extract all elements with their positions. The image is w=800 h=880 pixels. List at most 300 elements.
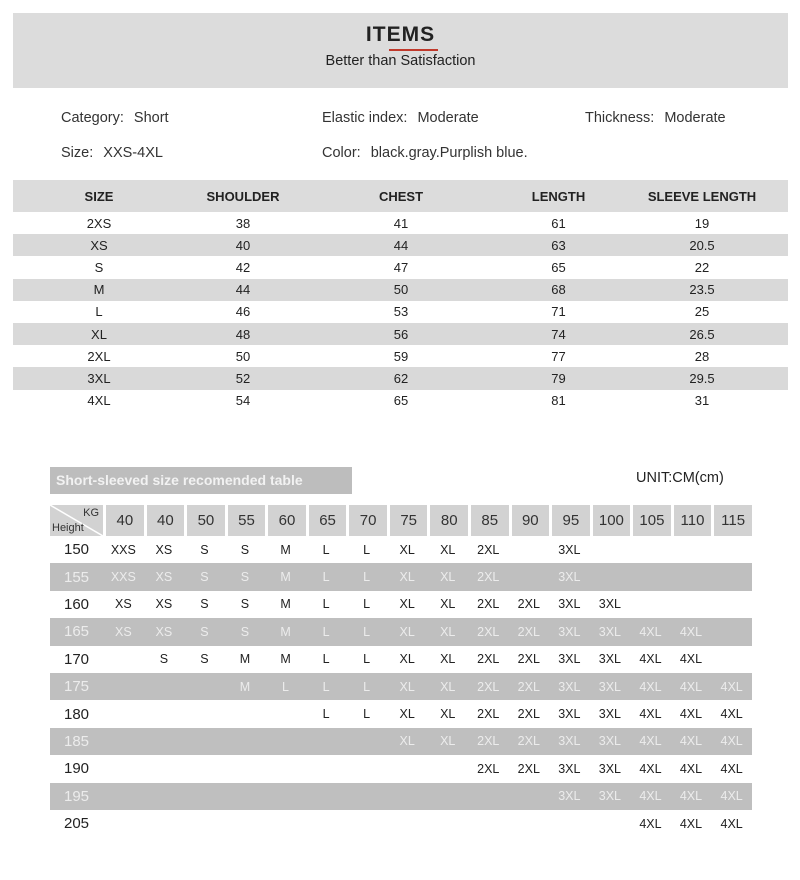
size-cell: L (306, 673, 347, 700)
size-cell: 4XL (630, 783, 671, 810)
size-cell: 3XL (549, 563, 590, 590)
table-cell: 59 (393, 348, 409, 364)
info-color-label: Color: (322, 145, 361, 161)
size-cell: 4XL (720, 707, 743, 722)
size-cell: 3XL (558, 597, 581, 612)
size-cell (509, 783, 550, 810)
size-cell: L (363, 542, 371, 557)
size-cell: XL (387, 673, 428, 700)
height-cell: 205 (64, 815, 90, 833)
size-cell (590, 536, 631, 563)
table-cell: 52 (185, 367, 301, 389)
size-cell: S (184, 618, 225, 645)
height-cell: 175 (50, 673, 103, 700)
table-cell: 63 (501, 234, 616, 256)
size-cell (225, 755, 266, 782)
size-cell: XL (440, 652, 456, 667)
size-cell: XL (387, 728, 428, 755)
size-cell (103, 755, 144, 782)
size-cell: L (363, 707, 371, 722)
size-cell: M (239, 652, 251, 667)
table-cell: 62 (301, 367, 501, 389)
size-cell: XS (144, 563, 185, 590)
kg-col-header: 105 (630, 505, 671, 536)
table-cell: 40 (185, 234, 301, 256)
table-cell: 53 (393, 304, 409, 320)
size-cell: 2XL (509, 728, 550, 755)
height-cell: 165 (50, 618, 103, 645)
info-color-value: black.gray.Purplish blue. (370, 145, 528, 161)
size-cell: XS (155, 542, 173, 557)
corner-kg-label: KG (83, 507, 100, 519)
size-cell: L (306, 618, 347, 645)
size-cell: 4XL (639, 707, 662, 722)
table-cell: 74 (501, 323, 616, 345)
table-cell: S (94, 259, 104, 275)
size-cell: L (363, 652, 371, 667)
size-cell: M (265, 618, 306, 645)
size-cell: 2XL (517, 597, 540, 612)
size-cell (225, 810, 266, 837)
recommendation-table (50, 505, 752, 837)
size-cell: 3XL (558, 542, 581, 557)
kg-col-header: 50 (184, 505, 225, 536)
size-cell: 3XL (598, 652, 622, 667)
size-cell (427, 755, 468, 782)
info-elastic-label: Elastic index: (322, 110, 408, 126)
size-cell (225, 700, 266, 727)
table-cell: 26.5 (616, 323, 788, 345)
size-cell: M (280, 652, 291, 667)
size-cell: 3XL (558, 707, 581, 722)
size-table (13, 180, 788, 412)
size-cell: 3XL (549, 783, 590, 810)
height-cell: 195 (50, 783, 103, 810)
table-cell: 2XS (86, 215, 112, 231)
size-cell (103, 728, 144, 755)
size-cell (346, 728, 387, 755)
table-cell: L (95, 304, 103, 320)
corner-height-label: Height (52, 522, 84, 534)
table-cell: XL (13, 323, 185, 345)
info-category-value: Short (133, 110, 169, 126)
table-row (13, 234, 788, 256)
rec-corner-cell (50, 505, 103, 536)
size-cell: 3XL (558, 652, 581, 667)
size-table-body (13, 212, 788, 412)
size-cell: 4XL (720, 761, 743, 776)
size-cell: 2XL (477, 707, 500, 722)
size-cell (387, 810, 428, 837)
size-cell (468, 810, 509, 837)
size-cell (630, 536, 671, 563)
height-cell: 170 (64, 650, 90, 668)
size-col-header: SIZE (13, 180, 185, 212)
size-cell (549, 810, 590, 837)
height-cell: 160 (64, 595, 90, 613)
size-cell: 3XL (549, 673, 590, 700)
size-cell (265, 700, 306, 727)
table-cell: 71 (551, 304, 566, 320)
size-cell (427, 810, 468, 837)
table-cell: 44 (185, 279, 301, 301)
size-cell: 3XL (590, 618, 631, 645)
size-cell: L (265, 673, 306, 700)
size-cell (306, 783, 347, 810)
table-cell: 79 (501, 367, 616, 389)
size-cell (711, 618, 752, 645)
size-cell (103, 646, 144, 673)
table-row (50, 618, 752, 645)
table-cell: 38 (235, 215, 251, 231)
size-cell (711, 563, 752, 590)
height-cell: 185 (50, 728, 103, 755)
size-cell: S (225, 563, 266, 590)
size-cell: 3XL (598, 707, 622, 722)
size-cell: S (240, 597, 250, 612)
table-row (13, 367, 788, 389)
size-cell: 4XL (639, 761, 662, 776)
table-cell: M (13, 279, 185, 301)
size-cell: 4XL (630, 618, 671, 645)
table-row (13, 212, 788, 234)
size-cell: 2XL (468, 728, 509, 755)
size-cell: XL (440, 597, 456, 612)
info-category-label: Category: (61, 110, 124, 126)
size-cell: 4XL (671, 783, 712, 810)
size-cell (671, 591, 712, 618)
table-cell: 47 (393, 259, 409, 275)
height-cell: 150 (64, 541, 90, 559)
header-banner (13, 13, 788, 88)
table-cell: 50 (235, 348, 251, 364)
table-cell: 29.5 (616, 367, 788, 389)
info-thickness-value: Moderate (664, 110, 726, 126)
table-cell: 2XL (87, 348, 111, 364)
size-cell: M (280, 542, 291, 557)
size-cell (144, 783, 185, 810)
size-cell (103, 783, 144, 810)
size-cell (346, 755, 387, 782)
height-cell: 155 (50, 563, 103, 590)
size-cell: 2XL (468, 618, 509, 645)
size-cell: 2XL (477, 652, 500, 667)
size-cell: XL (387, 563, 428, 590)
size-cell: L (322, 652, 330, 667)
size-cell: XXS (110, 542, 136, 557)
size-cell: 4XL (679, 761, 703, 776)
table-cell: 65 (393, 393, 409, 409)
size-cell: XL (399, 652, 415, 667)
size-cell: XS (103, 618, 144, 645)
size-cell (711, 646, 752, 673)
table-row (13, 323, 788, 345)
table-cell: 23.5 (616, 279, 788, 301)
table-cell: 22 (694, 259, 710, 275)
size-cell (144, 728, 185, 755)
size-cell: 4XL (720, 816, 743, 831)
size-cell (346, 810, 387, 837)
table-cell: 42 (235, 259, 251, 275)
size-cell (265, 755, 306, 782)
kg-col-header: 70 (346, 505, 387, 536)
size-cell: S (240, 542, 250, 557)
size-cell: 2XL (509, 673, 550, 700)
info-thickness (585, 110, 726, 126)
size-cell (265, 810, 306, 837)
size-cell (103, 810, 144, 837)
size-cell: 4XL (630, 728, 671, 755)
rec-table-body (50, 536, 752, 837)
table-cell: 48 (185, 323, 301, 345)
kg-col-header: 55 (225, 505, 266, 536)
table-cell: 25 (694, 304, 710, 320)
page-subtitle: Better than Satisfaction (325, 53, 476, 69)
size-cell (427, 783, 468, 810)
size-cell: 2XL (517, 652, 540, 667)
size-cell (144, 755, 185, 782)
kg-col-header: 85 (468, 505, 509, 536)
size-cell: 4XL (639, 816, 662, 831)
size-cell: 2XL (468, 673, 509, 700)
rec-table-title: Short-sleeved size recomended table (50, 467, 352, 494)
table-cell: 3XL (13, 367, 185, 389)
size-cell: 4XL (671, 618, 712, 645)
sleeve-col-header: SLEEVE LENGTH (616, 180, 788, 212)
table-cell: 81 (551, 393, 566, 409)
size-table-header (13, 180, 788, 212)
size-cell (468, 783, 509, 810)
height-cell: 190 (64, 760, 90, 778)
table-row (13, 390, 788, 412)
size-cell (306, 755, 347, 782)
size-cell: XL (440, 707, 456, 722)
table-row (13, 301, 788, 323)
kg-col-header: 100 (590, 505, 631, 536)
size-cell (265, 783, 306, 810)
size-cell (184, 700, 225, 727)
kg-col-header: 115 (711, 505, 752, 536)
table-row (50, 591, 752, 618)
size-cell: L (363, 597, 371, 612)
size-cell (509, 536, 550, 563)
info-size-value: XXS-4XL (103, 145, 163, 161)
size-cell: S (200, 542, 209, 557)
kg-col-header: 65 (306, 505, 347, 536)
size-cell: 4XL (639, 652, 662, 667)
table-row (13, 256, 788, 278)
size-cell: XL (427, 728, 468, 755)
size-cell: 3XL (549, 618, 590, 645)
size-cell (184, 810, 225, 837)
size-cell: 3XL (598, 597, 622, 612)
size-cell (509, 810, 550, 837)
size-cell: 2XL (517, 707, 540, 722)
size-cell: XXS (103, 563, 144, 590)
size-cell: 4XL (671, 728, 712, 755)
table-cell: 50 (301, 279, 501, 301)
table-cell: 46 (235, 304, 251, 320)
size-cell (590, 810, 631, 837)
size-cell: 4XL (711, 728, 752, 755)
size-cell: XL (399, 707, 415, 722)
kg-col-header: 40 (103, 505, 144, 536)
size-cell: XS (155, 597, 173, 612)
size-cell: S (200, 597, 209, 612)
size-cell: L (306, 563, 347, 590)
table-row (50, 673, 752, 700)
table-row (13, 345, 788, 367)
kg-col-header: 110 (671, 505, 712, 536)
shoulder-col-header: SHOULDER (185, 180, 301, 212)
size-cell: 2XL (477, 761, 500, 776)
size-cell: 2XL (468, 563, 509, 590)
size-cell: L (322, 542, 330, 557)
table-cell: 56 (301, 323, 501, 345)
size-cell (387, 783, 428, 810)
size-cell: L (346, 618, 387, 645)
size-cell (144, 700, 185, 727)
table-cell: 77 (551, 348, 566, 364)
table-cell: 65 (551, 259, 566, 275)
size-cell: XL (399, 597, 415, 612)
height-cell: 180 (64, 705, 90, 723)
size-cell (711, 536, 752, 563)
size-cell (387, 755, 428, 782)
table-cell: 4XL (87, 393, 111, 409)
size-cell (103, 700, 144, 727)
size-cell (144, 673, 185, 700)
page-title: ITEMS (365, 23, 436, 46)
size-cell: L (322, 707, 330, 722)
table-cell: 61 (551, 215, 566, 231)
size-cell: S (225, 618, 266, 645)
size-cell (671, 563, 712, 590)
size-cell: M (225, 673, 266, 700)
table-cell: 19 (694, 215, 710, 231)
size-cell: 3XL (590, 783, 631, 810)
size-cell: 3XL (598, 761, 622, 776)
rec-header-row (50, 505, 752, 536)
info-size (61, 145, 163, 161)
size-cell: 2XL (517, 761, 540, 776)
info-size-label: Size: (61, 145, 94, 161)
size-cell: S (159, 652, 169, 667)
table-cell: 41 (393, 215, 409, 231)
size-cell: XL (399, 542, 415, 557)
size-cell (346, 783, 387, 810)
table-row (50, 536, 752, 563)
kg-col-header: 90 (509, 505, 550, 536)
size-cell: 4XL (711, 673, 752, 700)
table-cell: XS (13, 234, 185, 256)
size-cell (184, 783, 225, 810)
size-cell: XL (427, 673, 468, 700)
size-cell: XL (387, 618, 428, 645)
table-cell: 28 (694, 348, 710, 364)
size-cell: XS (114, 597, 132, 612)
size-cell: 2XL (477, 597, 500, 612)
kg-col-header: 40 (144, 505, 185, 536)
kg-col-header: 80 (427, 505, 468, 536)
size-cell: 3XL (549, 728, 590, 755)
size-cell (184, 673, 225, 700)
size-cell (225, 728, 266, 755)
size-cell: XS (144, 618, 185, 645)
table-row (50, 810, 752, 837)
size-cell: L (346, 563, 387, 590)
size-cell (306, 728, 347, 755)
size-cell: 4XL (671, 673, 712, 700)
table-cell: 44 (301, 234, 501, 256)
table-row (13, 279, 788, 301)
table-row (50, 563, 752, 590)
size-cell: M (280, 597, 291, 612)
size-cell: 4XL (711, 783, 752, 810)
size-cell: S (200, 652, 209, 667)
chest-col-header: CHEST (301, 180, 501, 212)
size-cell (184, 728, 225, 755)
size-cell: 4XL (630, 673, 671, 700)
size-cell: 3XL (590, 728, 631, 755)
table-cell: 31 (694, 393, 710, 409)
info-color (322, 145, 528, 161)
kg-col-header: 95 (549, 505, 590, 536)
table-cell: 54 (235, 393, 251, 409)
table-cell: 68 (501, 279, 616, 301)
size-cell: S (184, 563, 225, 590)
size-cell (630, 591, 671, 618)
table-row (50, 700, 752, 727)
unit-label: UNIT:CM(cm) (636, 470, 724, 486)
size-cell (671, 536, 712, 563)
size-cell: 2XL (477, 542, 500, 557)
size-cell: 2XL (509, 618, 550, 645)
info-elastic (322, 110, 479, 126)
info-category (61, 110, 169, 126)
title-underline (389, 49, 438, 51)
size-cell (184, 755, 225, 782)
size-cell: 4XL (679, 816, 703, 831)
size-cell (144, 810, 185, 837)
kg-col-header: 60 (265, 505, 306, 536)
size-cell: XL (427, 563, 468, 590)
size-cell (630, 563, 671, 590)
size-cell (590, 563, 631, 590)
size-cell: M (265, 563, 306, 590)
length-col-header: LENGTH (501, 180, 616, 212)
size-cell (225, 783, 266, 810)
size-cell: L (346, 673, 387, 700)
info-thickness-label: Thickness: (585, 110, 655, 126)
kg-col-header: 75 (387, 505, 428, 536)
size-cell: XL (440, 542, 456, 557)
size-cell (711, 591, 752, 618)
size-cell: XL (427, 618, 468, 645)
size-cell: 4XL (679, 652, 703, 667)
table-row (50, 783, 752, 810)
size-cell (306, 810, 347, 837)
size-cell (265, 728, 306, 755)
size-cell: L (322, 597, 330, 612)
size-cell: 3XL (590, 673, 631, 700)
size-cell (509, 563, 550, 590)
table-row (50, 755, 752, 782)
table-row (50, 728, 752, 755)
size-cell (103, 673, 144, 700)
table-row (50, 646, 752, 673)
size-cell: 3XL (558, 761, 581, 776)
